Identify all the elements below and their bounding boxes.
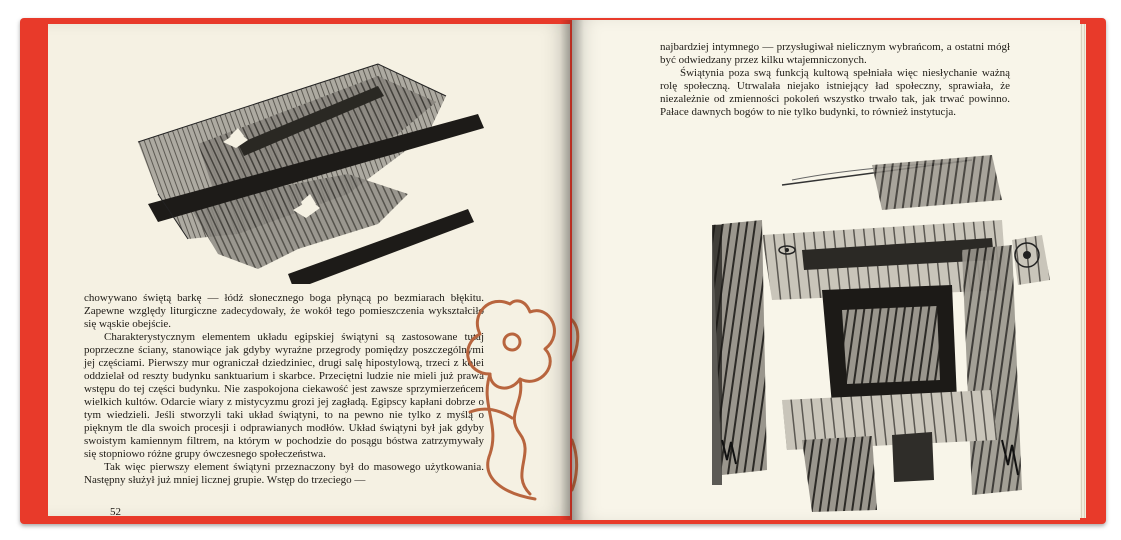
right-page-text xyxy=(660,41,1010,119)
book-spine xyxy=(560,20,584,520)
paragraph: Tak więc pierwszy element świątyni przeznaczony był do masowego użytkowania. Następny służył już mniej licznej grupie. Wstęp do trzeciego — xyxy=(84,461,484,486)
paragraph: chowywano świętą barkę — łódź słonecznego boga płynącą po bezmiarach błękitu. Zapewne względy liturgiczne zadecydowały, że wokół tego pomieszczenia wykształciło się wąskie obejście. xyxy=(84,292,484,330)
paragraph: najbardziej intymnego — przysługiwał nielicznym wybrańcom, a ostatni mógł być odwiedzany przez kilku wtajemniczonych. xyxy=(660,41,1010,66)
right-page xyxy=(572,20,1080,520)
temple-doorway-sketch xyxy=(572,140,1080,520)
left-page xyxy=(48,24,570,516)
page-number: 52 xyxy=(110,506,121,516)
roof-beams-sketch xyxy=(48,24,570,284)
sepia-ornament-sketch xyxy=(450,294,570,514)
paragraph: Charakterystycznym elementem układu egipskiej świątyni są zastosowane tutaj poprzeczne ściany, stanowiące jak gdyby wyraźne przegrody pomiędzy poszczególnymi jej częściami. Pierwszy mur ograniczał dziedziniec, drugi salę hipostylową, trzeci z kolei oddzielał od reszty budynku sanktuarium i skarbce. Przeciętni ludzie nie mieli już prawa wstępu do tej części budynku. Nie zaspokojona ciekawość jest zawsze sprzymierzeńcem wielkich kultów. Odarcie wiary z mistycyzmu grozi jej zagładą. Egipscy kapłani dobrze o tym wiedzieli. Jeśli stworzyli taki układ świątyni, to na pewno nie tylko z myślą o pięknym tle dla swoich procesji i odprawianych modłów. Układ świątyni był jak gdyby swoistym kamiennym filtrem, na którym w pochodzie do posągu bóstwa zatrzymywały się stopniowo różne grupy ówczesnego społeczeństwa. xyxy=(84,331,484,460)
paragraph: Świątynia poza swą funkcją kultową spełniała więc niesłychanie ważną rolę społeczną. Utrwalała niejako istniejący ład społeczny, sprawiała, że niezależnie od zmienności pokoleń wszystko trwało tak, jak trwać powinno. Pałace dawnych bogów to nie tylko budynki, to również instytucja. xyxy=(660,67,1010,118)
left-page-text xyxy=(84,292,484,487)
